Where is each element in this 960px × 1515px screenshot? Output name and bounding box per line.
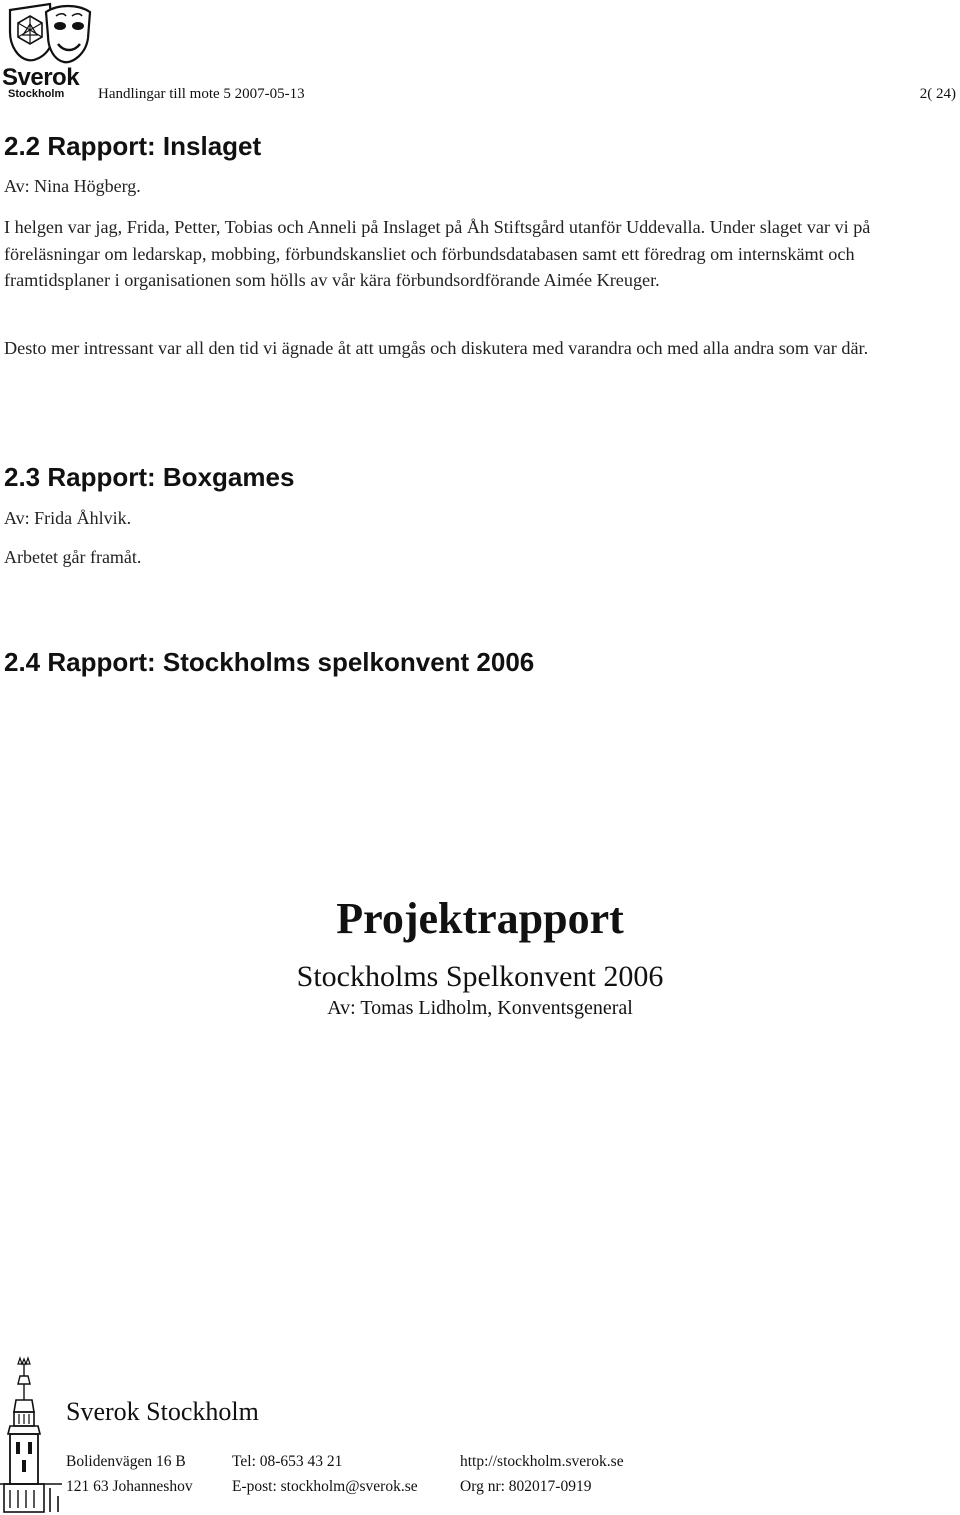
report-author: Av: Tomas Lidholm, Konventsgeneral [327,997,633,1019]
footer-address-line1: Bolidenvägen 16 B [66,1453,186,1470]
footer-phone: Tel: 08-653 43 21 [232,1453,343,1470]
footer-org-name: Sverok Stockholm [66,1397,259,1426]
section-paragraph: I helgen var jag, Frida, Petter, Tobias och Anneli på Inslaget på Åh Stiftsgård utanför Uddevalla. Under slaget var vi på föreläsningar om ledarskap, mobbing, förbundskansliet och förbundsdatabasen samt ett föredrag om internskämt och framtidsplaner i organisationen som hölls av vår kära förbundsordförande Aimée Kreuger. [4,217,871,290]
report-subtitle: Stockholms Spelkonvent 2006 [296,960,664,993]
section-heading-inslaget: 2.2 Rapport: Inslaget [4,131,262,161]
logo-subtext: Stockholm [8,88,65,100]
theatre-masks-icon [6,2,92,68]
section-author: Av: Frida Åhlvik. [4,508,132,528]
section-paragraph: Arbetet går framåt. [4,547,142,567]
footer-org-number: Org nr: 802017-0919 [460,1478,592,1495]
footer-website: http://stockholm.sverok.se [460,1453,624,1470]
document-header-title: Handlingar till mote 5 2007-05-13 [98,86,305,102]
footer-email: E-post: stockholm@sverok.se [232,1478,418,1495]
footer-address-line2: 121 63 Johanneshov [66,1478,193,1495]
logo-wordmark: Sverok [2,64,80,91]
page-number: 2( 24) [919,86,956,102]
sverok-logo [2,0,94,104]
section-heading-boxgames: 2.3 Rapport: Boxgames [4,462,295,492]
report-title: Projektrapport [336,894,624,943]
section-paragraph: Desto mer intressant var all den tid vi ägnade åt att umgås och diskutera med varandra och med alla andra som var där. [4,338,869,358]
section-heading-spelkonvent: 2.4 Rapport: Stockholms spelkonvent 2006 [4,647,535,677]
section-author: Av: Nina Högberg. [4,176,141,196]
city-hall-tower-icon [0,1356,62,1514]
